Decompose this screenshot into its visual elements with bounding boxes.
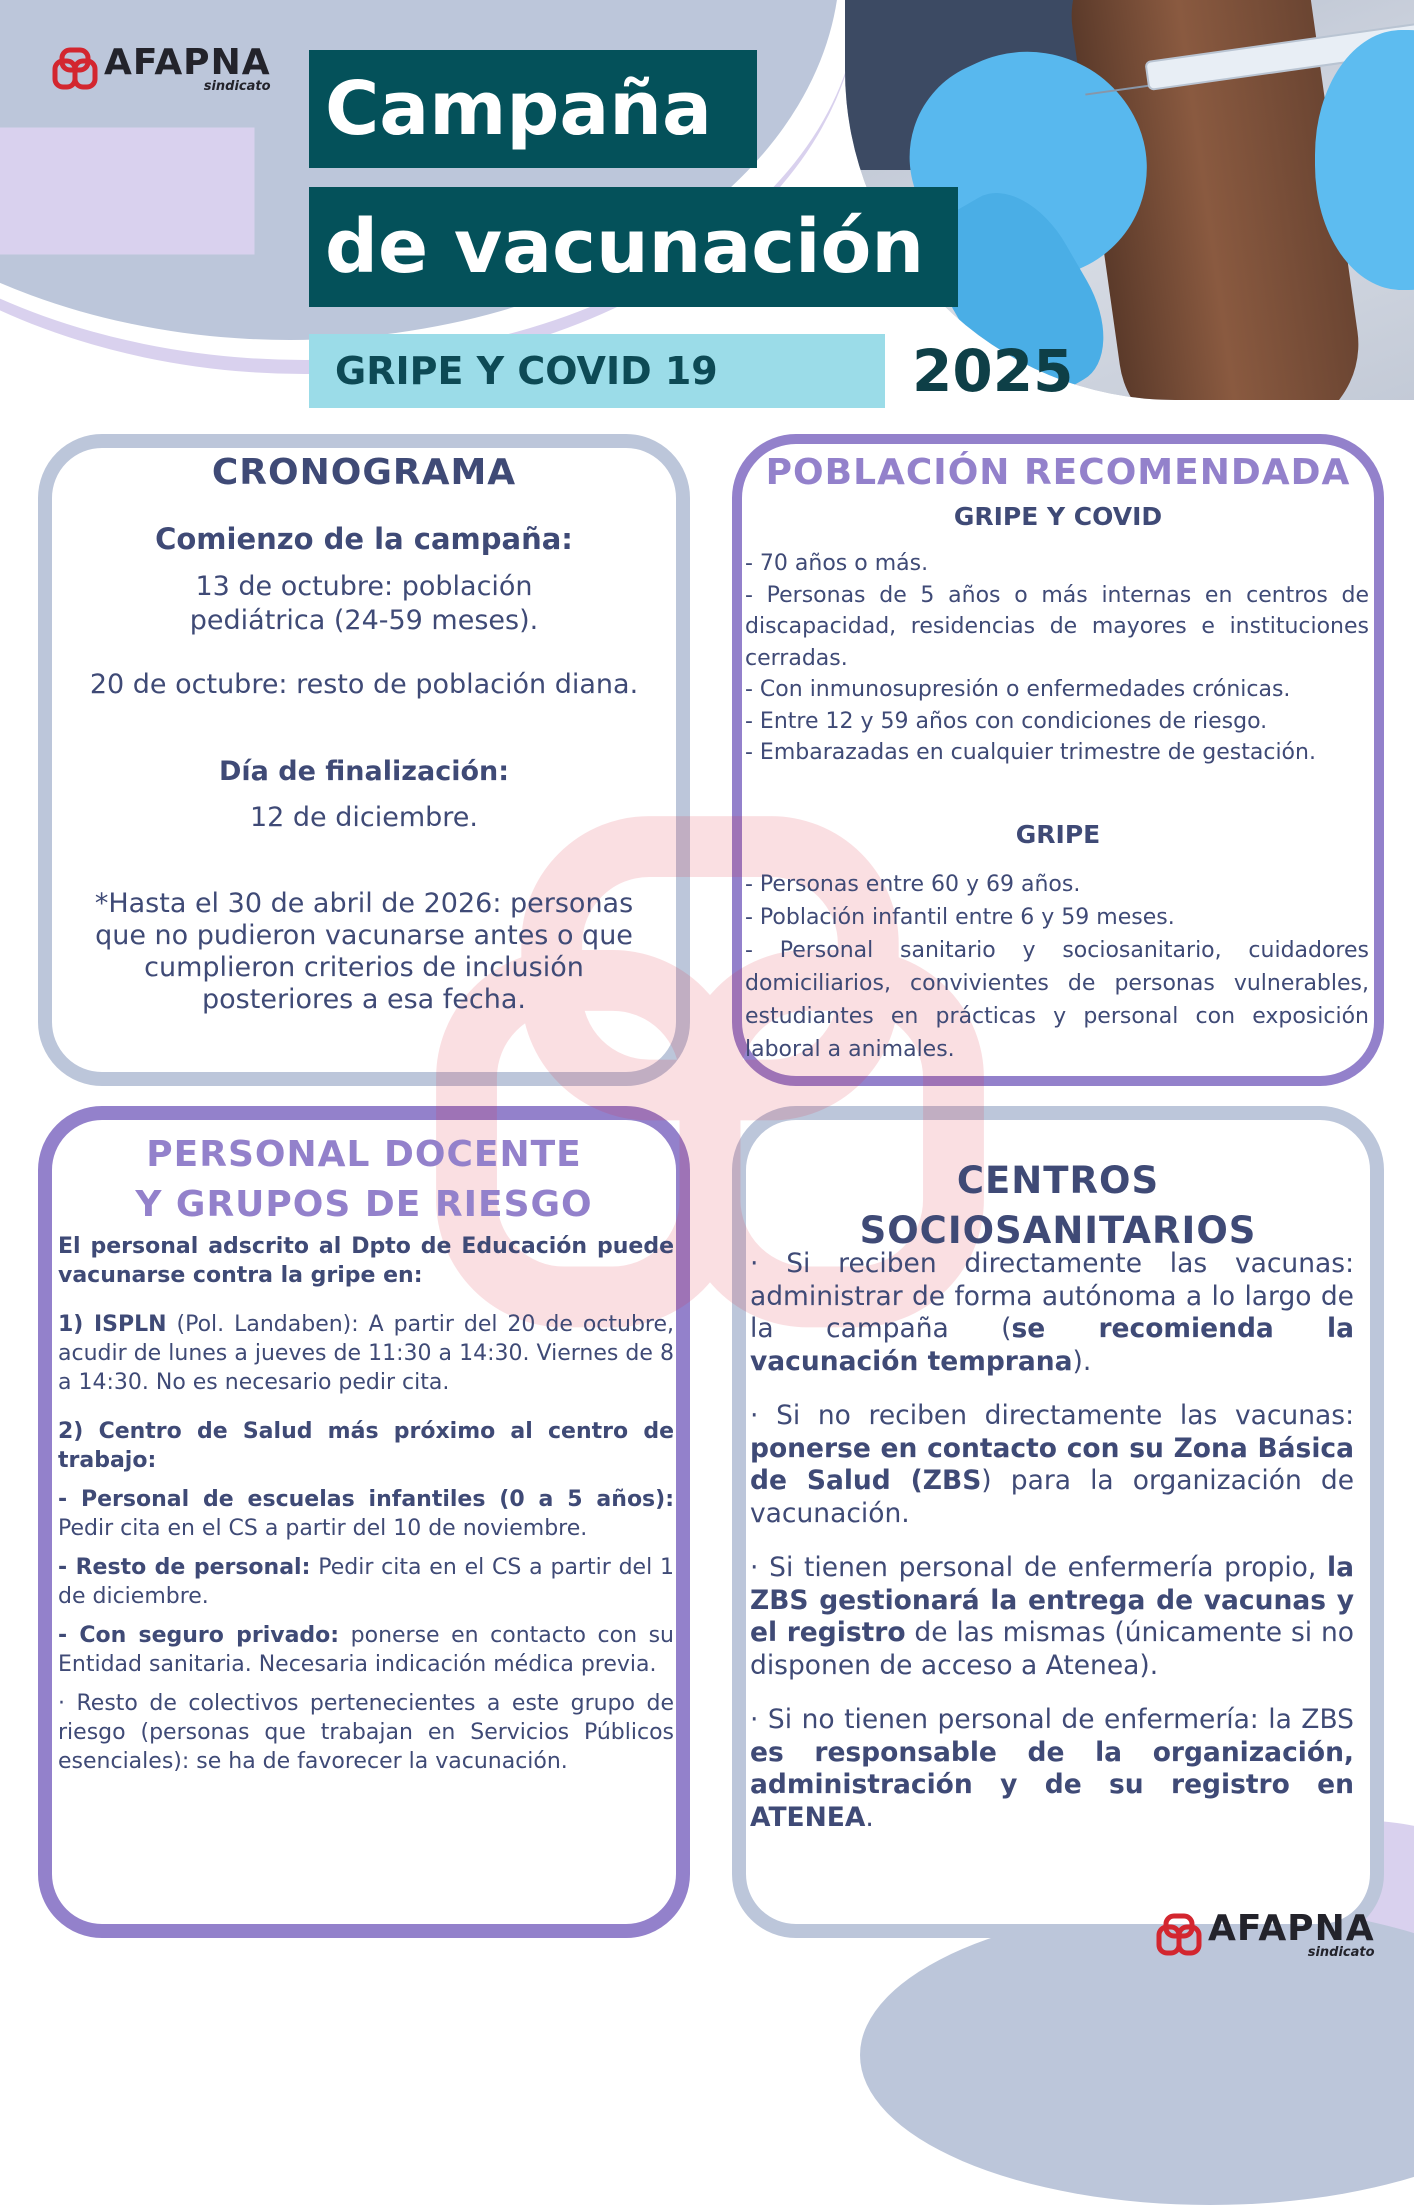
poblacion-item: - Personas entre 60 y 69 años.	[745, 872, 1081, 897]
docente-seguro-text: ponerse en contacto con su Entidad sanitaria. Necesaria indicación médica previa.	[58, 1623, 674, 1677]
docente-heading-1: PERSONAL DOCENTE	[146, 1134, 582, 1175]
docente-seguro-label: - Con seguro privado:	[58, 1623, 340, 1648]
title-line-2: de vacunación	[309, 187, 958, 307]
docente-escuelas-text: Pedir cita en el CS a partir del 10 de noviembre.	[58, 1516, 588, 1541]
logo-mark-icon	[1156, 1913, 1202, 1959]
poblacion-item: - Con inmunosupresión o enfermedades crónicas.	[745, 677, 1291, 702]
docente-intro: El personal adscrito al Dpto de Educación puede vacunarse contra la gripe en:	[58, 1234, 674, 1288]
logo-sub: sindicato	[1307, 1945, 1375, 1960]
docente-resto-label: - Resto de personal:	[58, 1555, 311, 1580]
cronograma-end-label: Día de finalización:	[218, 756, 510, 787]
centros-p1: · Si reciben directamente las vacunas: administrar de forma autónoma a lo largo de la campaña (se recomienda la vacunación temprana).	[750, 1248, 1354, 1377]
poblacion-item: - Personas de 5 años o más internas en centros de discapacidad, residencias de mayores e instituciones cerradas.	[745, 582, 1369, 671]
centros-body	[750, 1248, 1354, 1834]
docente-otros: · Resto de colectivos pertenecientes a este grupo de riesgo (personas que trabajan en Servicios Públicos esenciales): se ha de favorecer la vacunación.	[58, 1691, 674, 1774]
docente-heading-2: Y GRUPOS DE RIESGO	[135, 1184, 593, 1225]
poblacion-sub1: GRIPE Y COVID	[953, 502, 1163, 531]
logo-mark-icon	[52, 47, 98, 93]
poblacion-item: - Personal sanitario y sociosanitario, cuidadores domiciliarios, convivientes de personas vulnerables, estudiantes en prácticas y personal con exposición laboral a animales.	[745, 938, 1369, 1062]
docente-body	[58, 1232, 674, 1776]
subtitle-banner: GRIPE Y COVID 19	[309, 334, 885, 408]
docente-escuelas-label: - Personal de escuelas infantiles (0 a 5 años):	[58, 1487, 674, 1512]
poblacion-item: - Embarazadas en cualquier trimestre de gestación.	[745, 740, 1316, 765]
cronograma-start-2: 20 de octubre: resto de población diana.	[89, 669, 639, 700]
logo-name: AFAPNA	[104, 42, 271, 83]
docente-resto	[58, 1553, 674, 1611]
poblacion-heading: POBLACIÓN RECOMENDADA	[765, 452, 1351, 493]
logo-bottom	[1156, 1908, 1375, 1960]
centros-p4: · Si no tienen personal de enfermería: la ZBS es responsable de la organización, administración y de su registro en ATENEA.	[750, 1704, 1354, 1833]
cronograma-end-date: 12 de diciembre.	[249, 802, 478, 833]
logo-top	[52, 42, 271, 94]
docente-isp-label: 1) ISPLN	[58, 1312, 167, 1337]
year: 2025	[912, 337, 1074, 405]
poblacion-list-2	[745, 868, 1369, 1066]
poblacion-item: - Población infantil entre 6 y 59 meses.	[745, 905, 1175, 930]
docente-cs-label: 2) Centro de Salud más próximo al centro de trabajo:	[58, 1419, 674, 1473]
docente-seguro	[58, 1621, 674, 1679]
docente-escuelas	[58, 1485, 674, 1543]
cronograma-start-1: 13 de octubre: población pediátrica (24-59 meses).	[189, 571, 539, 636]
docente-isp	[58, 1310, 674, 1397]
centros-heading: CENTROS SOCIOSANITARIOS	[859, 1159, 1257, 1252]
poblacion-item: - 70 años o más.	[745, 551, 929, 576]
cronograma-heading: CRONOGRAMA	[211, 452, 517, 493]
docente-resto-text: Pedir cita en el CS a partir del 1 de diciembre.	[58, 1555, 674, 1609]
title-line-1: Campaña	[309, 50, 757, 168]
poblacion-sub2: GRIPE	[1015, 820, 1101, 849]
logo-name: AFAPNA	[1208, 1908, 1375, 1949]
logo-sub: sindicato	[203, 79, 271, 94]
poblacion-list-1	[745, 548, 1369, 769]
centros-p2: · Si no reciben directamente las vacunas: ponerse en contacto con su Zona Básica de Salud (ZBS) para la organización de vacunación.	[750, 1400, 1354, 1529]
cronograma-note: *Hasta el 30 de abril de 2026: personas que no pudieron vacunarse antes o que cumplieron criterios de inclusión posteriores a esa fecha.	[94, 888, 634, 1015]
centros-p3: · Si tienen personal de enfermería propio, la ZBS gestionará la entrega de vacunas y el registro de las mismas (únicamente si no disponen de acceso a Atenea).	[750, 1552, 1355, 1681]
poblacion-item: - Entre 12 y 59 años con condiciones de riesgo.	[745, 708, 1268, 734]
docente-isp-text: (Pol. Landaben): A partir del 20 de octubre, acudir de lunes a jueves de 11:30 a 14:30. Viernes de 8 a 14:30. No es necesario pedir cita.	[58, 1312, 674, 1395]
cronograma-start-label: Comienzo de la campaña:	[155, 522, 573, 556]
